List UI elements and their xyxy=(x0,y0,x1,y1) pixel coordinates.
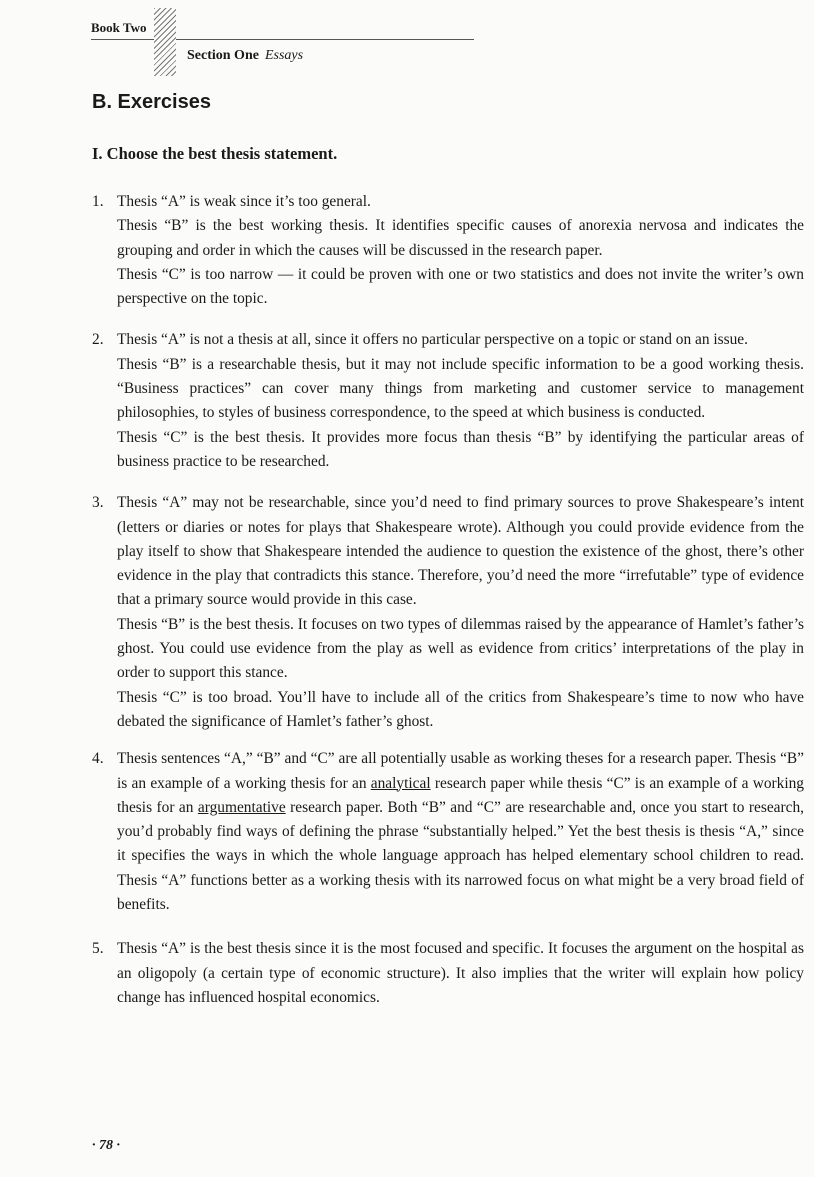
header-rule-right xyxy=(176,39,474,40)
exercise-paragraph xyxy=(117,747,804,917)
exercise-number: 5. xyxy=(92,940,104,958)
exercise-number: 2. xyxy=(92,331,104,349)
text-run: research paper while thesis “C” is an example of a working thesis for an xyxy=(117,774,805,816)
section-subtitle: Essays xyxy=(264,48,304,63)
underlined-term: argumentative xyxy=(197,798,286,816)
exercise-paragraph: Thesis “C” is the best thesis. It provides more focus than thesis “B” by identifying the particular areas of business practice to be researched. xyxy=(117,428,804,470)
exercise-item xyxy=(92,328,804,474)
exercise-item xyxy=(92,190,804,311)
exercise-list xyxy=(92,190,804,1010)
underlined-term: analytical xyxy=(370,774,431,792)
book-label: Book Two xyxy=(91,20,147,35)
text-run: research paper. Both “B” and “C” are researchable and, once you start to research, you’d probably find ways of defining the phrase “substantially helped.” Yet the best thesis is thesis “A,” since it specifies the ways in which the whole language approach has helped elementary school children to read. Thesis “A” functions better as a working thesis with its narrowed focus on what might be a very broad field of benefits. xyxy=(117,798,804,914)
exercise-paragraph: Thesis “A” is the best thesis since it is the most focused and specific. It focuses the argument on the hospital as an oligopoly (a certain type of economic structure). It also implies that the writer will explain how policy change has influenced hospital economics. xyxy=(117,940,804,1006)
header-hatch-decoration xyxy=(154,8,176,76)
exercise-item xyxy=(92,747,804,917)
exercise-paragraph: Thesis “B” is a researchable thesis, but it may not include specific information to be a good working thesis. “Business practices” can cover many things from marketing and customer service to management philosophies, to styles of business correspondence, to the speed at which business is conducted. xyxy=(117,355,804,422)
exercise-item xyxy=(92,937,804,1010)
exercise-paragraph: Thesis “A” is weak since it’s too general. xyxy=(117,193,371,210)
exercise-number: 3. xyxy=(92,494,104,512)
exercise-paragraph: Thesis “B” is the best working thesis. It identifies specific causes of anorexia nervosa and indicates the grouping and order in which the causes will be discussed in the research paper. xyxy=(117,217,804,259)
exercise-paragraph: Thesis “C” is too narrow — it could be proven with one or two statistics and does not invite the writer’s own perspective on the topic. xyxy=(117,265,804,308)
text-run: Thesis sentences “A,” “B” and “C” are all potentially usable as working theses for a research paper. Thesis “B” is an example of a working thesis for an xyxy=(117,750,804,792)
exercise-body xyxy=(117,328,804,474)
exercise-number: 1. xyxy=(92,193,104,210)
exercise-number: 4. xyxy=(92,750,104,768)
section-label xyxy=(187,48,303,64)
exercise-body xyxy=(117,491,804,734)
exercise-body xyxy=(117,190,804,311)
exercise-paragraph: Thesis “A” is not a thesis at all, since it offers no particular perspective on a topic or stand on an issue. xyxy=(117,331,748,349)
page-number: · 78 · xyxy=(92,1138,120,1153)
exercise-body xyxy=(117,937,804,1010)
section-name: Section One xyxy=(187,48,259,63)
running-header xyxy=(0,0,814,80)
section-title: B. Exercises xyxy=(92,91,211,113)
exercise-paragraph: Thesis “A” may not be researchable, since you’d need to find primary sources to prove Shakespeare’s intent (letters or diaries or notes for plays that Shakespeare wrote). Although you could provide evidence from the play itself to show that Shakespeare intended the audience to question the existence of the ghost, there’s other evidence in the play that contradicts this stance. Therefore, you’d need the more “irrefutable” type of evidence that a primary source would provide in this case. xyxy=(117,494,804,609)
exercise-paragraph: Thesis “C” is too broad. You’ll have to include all of the critics from Shakespeare’s time to now who have debated the significance of Hamlet’s father’s ghost. xyxy=(117,688,804,730)
header-rule xyxy=(91,39,154,40)
exercise-paragraph: Thesis “B” is the best thesis. It focuses on two types of dilemmas raised by the appearance of Hamlet’s father’s ghost. You could use evidence from the play as well as evidence from critics’ interpretations of the play in order to support this stance. xyxy=(117,615,804,682)
exercise-item xyxy=(92,491,804,734)
exercise-body xyxy=(117,747,804,917)
part-heading: I. Choose the best thesis statement. xyxy=(92,144,338,163)
